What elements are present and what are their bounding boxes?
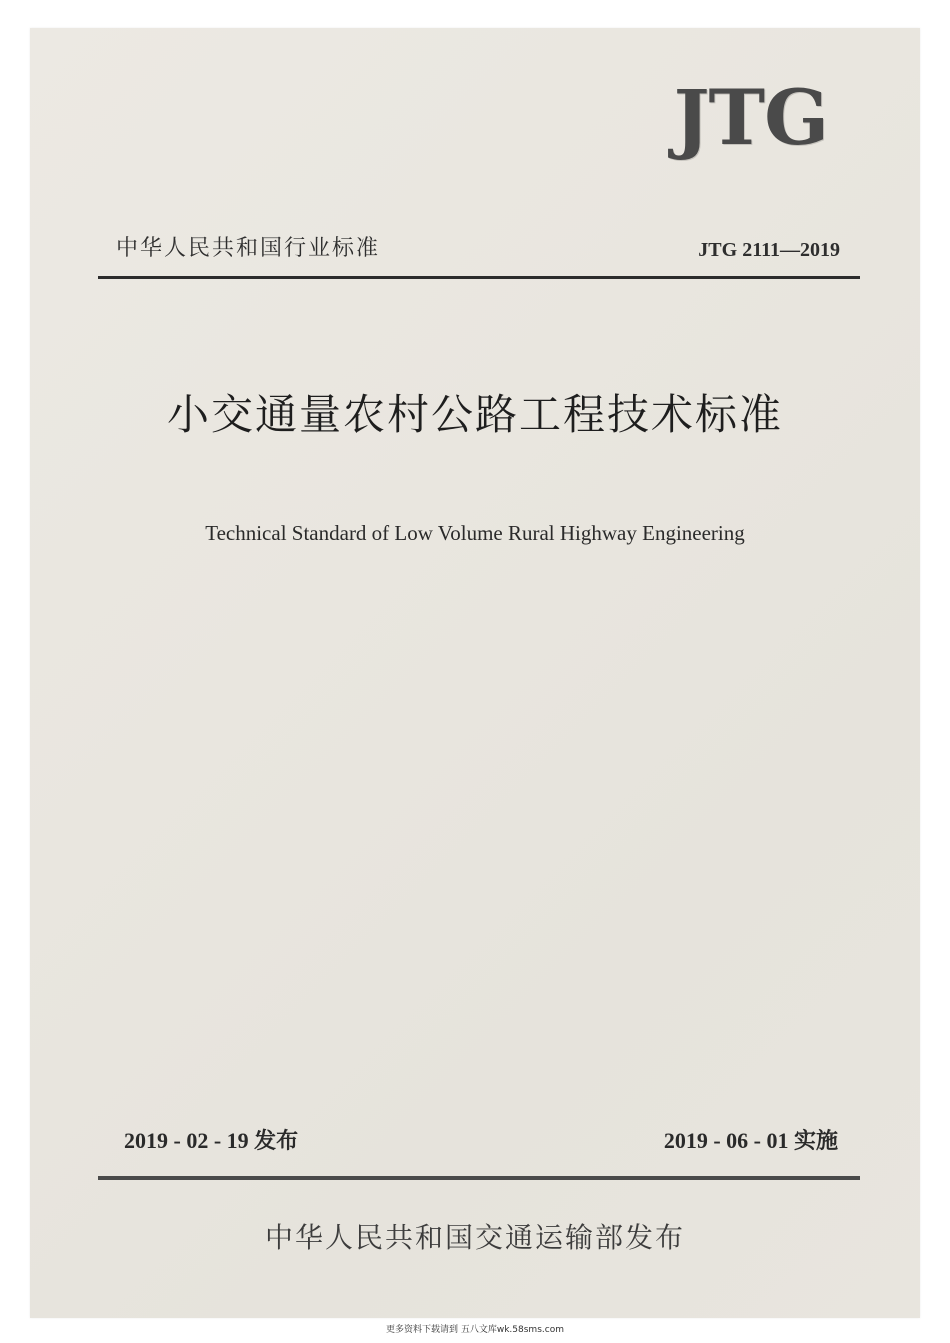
document-cover xyxy=(30,28,920,1318)
footer-note: 更多资料下载请到 五八文库wk.58sms.com xyxy=(386,1325,564,1335)
issue-date: 2019 - 02 - 19 发布 xyxy=(124,1128,299,1153)
implementation-date: 2019 - 06 - 01 实施 xyxy=(663,1128,838,1153)
publisher: 中华人民共和国交通运输部发布 xyxy=(264,1221,685,1254)
jtg-logo: JTG xyxy=(673,73,828,162)
standard-category: 中华人民共和国行业标准 xyxy=(116,236,381,261)
top-divider xyxy=(98,276,860,279)
title-english: Technical Standard of Low Volume Rural Highway Engineering xyxy=(205,521,745,545)
standard-code: JTG 2111—2019 xyxy=(698,239,840,261)
title-chinese: 小交通量农村公路工程技术标准 xyxy=(166,390,783,439)
bottom-divider xyxy=(98,1176,860,1180)
